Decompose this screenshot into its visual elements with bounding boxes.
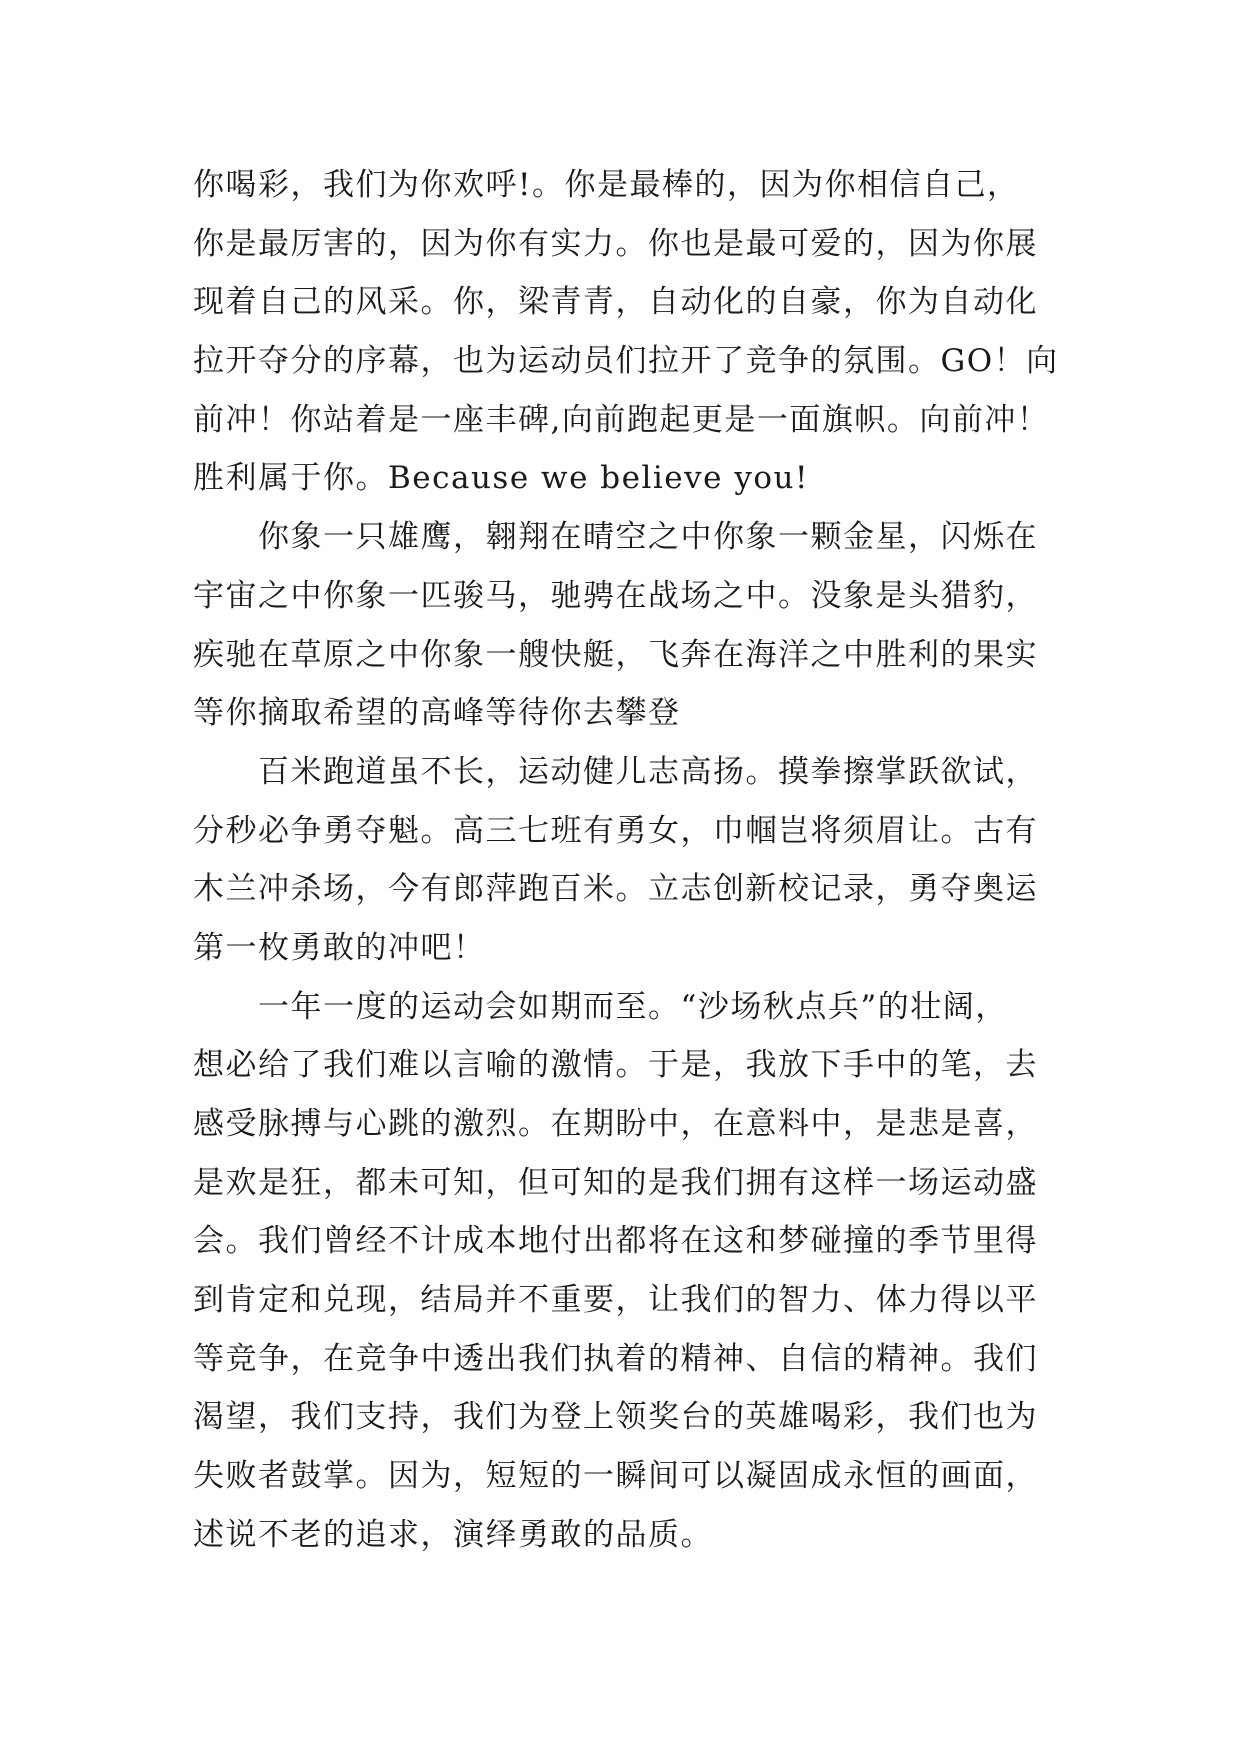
text-line: 到肯定和兑现，结局并不重要，让我们的智力、体力得以平 [193,1282,1038,1319]
body-text [193,156,1073,1565]
text-line: 现着自己的风采。你，梁青青，自动化的自豪，你为自动化 [193,284,1038,321]
text-line: 你喝彩，我们为你欢呼!。你是最棒的，因为你相信自己， [193,167,1020,203]
text-line: 等竞争，在竞争中透出我们执着的精神、自信的精神。我们 [193,1340,1038,1377]
text-line: 第一枚勇敢的冲吧！ [193,929,486,966]
text-line: 疾驰在草原之中你象一艘快艇，飞奔在海洋之中胜利的果实 [193,636,1038,673]
text-line: 述说不老的追求，演绎勇敢的品质。 [193,1516,713,1553]
text-line: 失败者鼓掌。因为，短短的一瞬间可以凝固成永恒的画面， [193,1458,1038,1495]
text-line: 拉开夺分的序幕，也为运动员们拉开了竞争的氛围。GO！向 [193,343,1059,380]
text-line: 前冲！你站着是一座丰碑,向前跑起更是一面旗帜。向前冲！ [193,401,1050,438]
text-line: 宇宙之中你象一匹骏马，驰骋在战场之中。没象是头猎豹， [193,577,1038,614]
text-line: 等你摘取希望的高峰等待你去攀登 [193,695,681,732]
text-line: 胜利属于你。Because we believe you! [193,460,809,497]
text-line: 分秒必争勇夺魁。高三七班有勇女，巾帼岂将须眉让。古有 [193,812,1038,849]
text-line: 木兰冲杀场，今有郎萍跑百米。立志创新校记录，勇夺奥运 [193,871,1038,908]
text-line: 想必给了我们难以言喻的激情。于是，我放下手中的笔，去 [193,1047,1038,1084]
text-line: 是欢是狂，都未可知，但可知的是我们拥有这样一场运动盛 [193,1164,1038,1201]
text-line: 你是最厉害的，因为你有实力。你也是最可爱的，因为你展 [193,225,1038,262]
text-line: 你象一只雄鹰，翱翔在晴空之中你象一颗金星，闪烁在 [193,519,1038,556]
text-line: 一年一度的运动会如期而至。“沙场秋点兵”的壮阔， [193,988,1008,1025]
text-line: 百米跑道虽不长，运动健儿志高扬。摸拳擦掌跃欲试， [193,753,1038,790]
text-line: 渴望，我们支持，我们为登上领奖台的英雄喝彩，我们也为 [193,1399,1038,1436]
text-line: 会。我们曾经不计成本地付出都将在这和梦碰撞的季节里得 [193,1223,1038,1260]
text-line: 感受脉搏与心跳的激烈。在期盼中，在意料中，是悲是喜， [193,1106,1038,1142]
